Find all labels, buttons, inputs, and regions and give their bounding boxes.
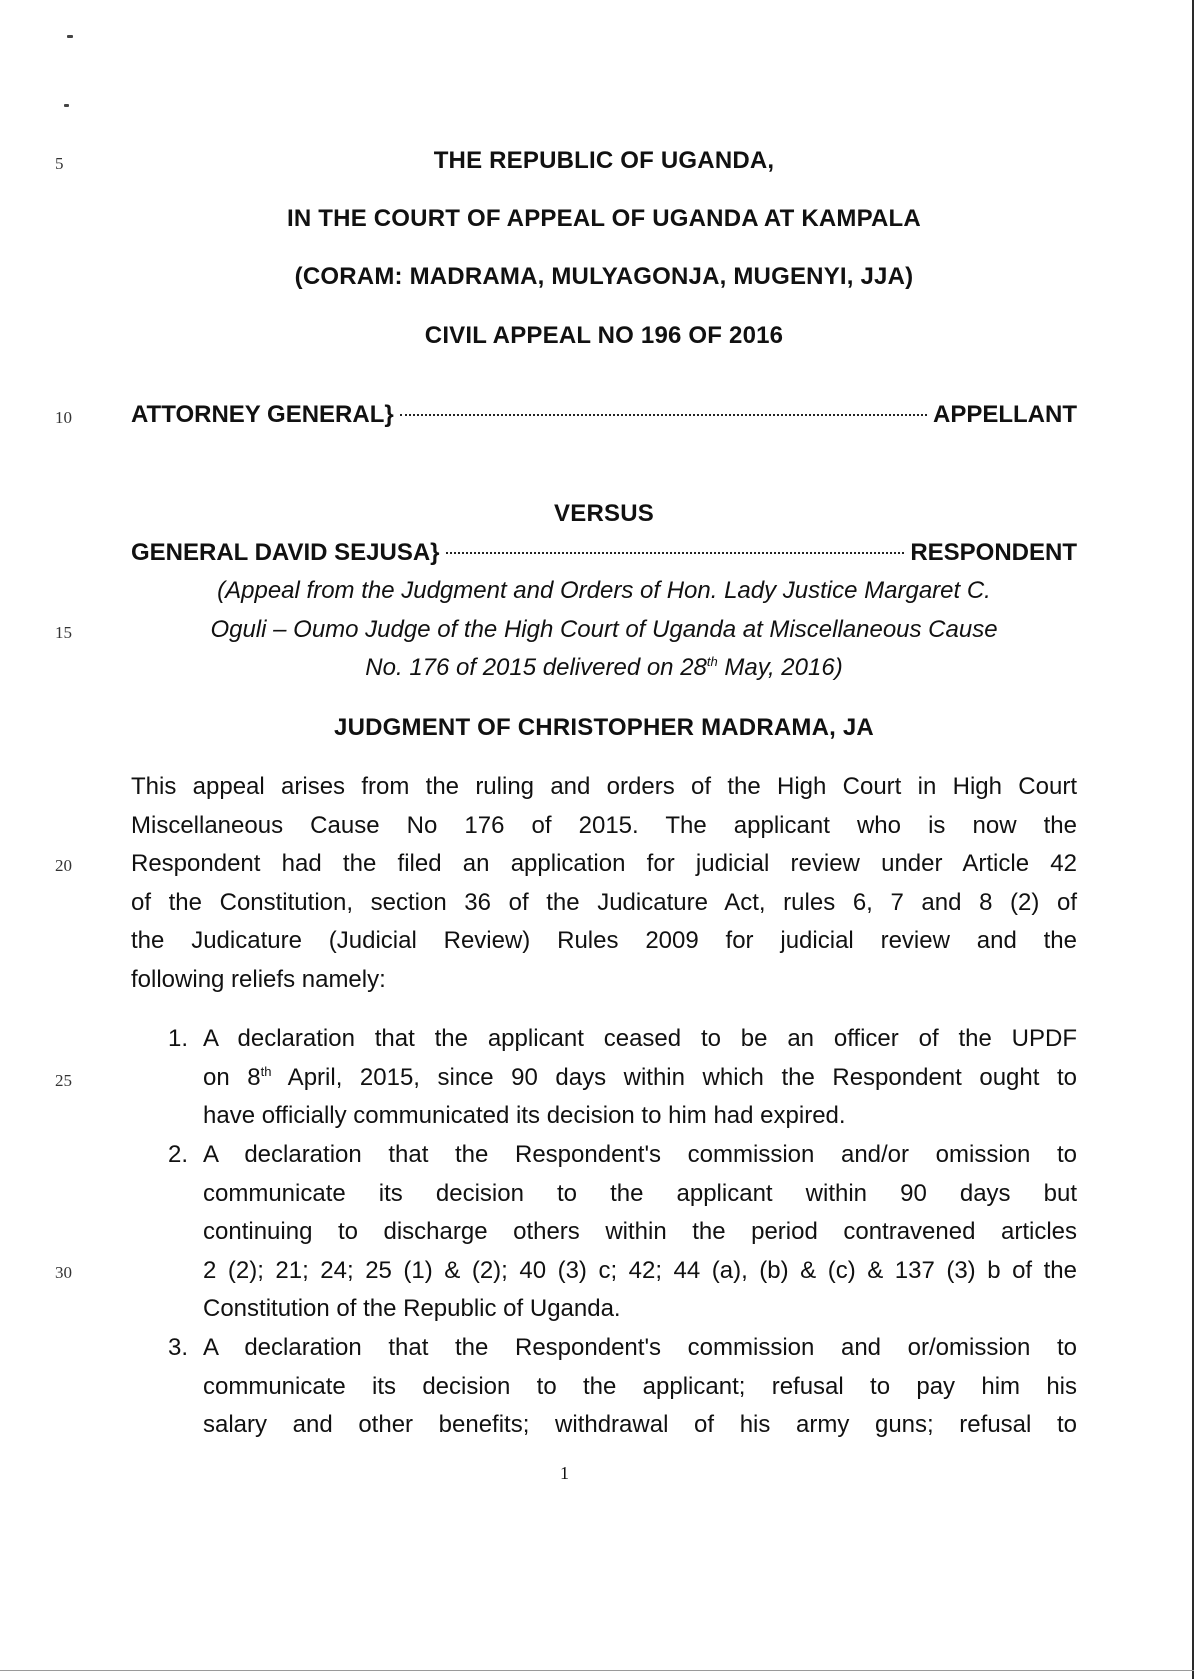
- appellant-line: [131, 401, 1077, 429]
- relief-line: Constitution of the Republic of Uganda.: [203, 1295, 621, 1322]
- line-number-30: 30: [55, 1263, 72, 1282]
- relief-line: salary and other benefits; withdrawal of his army guns; refusal to: [203, 1411, 1077, 1438]
- coram-heading: (CORAM: MADRAMA, MULYAGONJA, MUGENYI, JJA): [294, 263, 914, 290]
- scan-speck: [67, 35, 73, 38]
- scan-edge-bottom: [0, 1670, 1194, 1671]
- respondent-role: RESPONDENT: [910, 539, 1077, 566]
- appeal-note-line: No. 176 of 2015 delivered on 28th May, 2016): [365, 654, 843, 681]
- line-number-15: 15: [55, 623, 72, 642]
- appeal-note-line: (Appeal from the Judgment and Orders of Hon. Lady Justice Margaret C.: [217, 577, 991, 604]
- line-number-20: 20: [55, 856, 72, 875]
- relief-number: 3.: [168, 1334, 189, 1361]
- paragraph-line: Miscellaneous Cause No 176 of 2015. The applicant who is now the: [131, 811, 1077, 839]
- relief-line: on 8th April, 2015, since 90 days within which the Respondent ought to: [203, 1063, 1077, 1091]
- relief-line: 2 (2); 21; 24; 25 (1) & (2); 40 (3) c; 42; 44 (a), (b) & (c) & 137 (3) b of the: [203, 1256, 1077, 1284]
- paragraph-line: of the Constitution, section 36 of the Judicature Act, rules 6, 7 and 8 (2) of: [131, 888, 1077, 916]
- line-number-5: 5: [55, 154, 64, 173]
- paragraph-line: the Judicature (Judicial Review) Rules 2009 for judicial review and the: [131, 927, 1077, 954]
- relief-line: communicate its decision to the applicant within 90 days but: [203, 1179, 1077, 1207]
- relief-number: 1.: [168, 1025, 189, 1052]
- relief-line: A declaration that the Respondent's commission and or/omission to: [203, 1334, 1077, 1361]
- appeal-note: [131, 572, 1077, 688]
- appeal-note-line: Oguli – Oumo Judge of the High Court of Uganda at Miscellaneous Cause: [210, 615, 998, 643]
- scan-speck: [64, 104, 69, 107]
- line-number-25: 25: [55, 1071, 72, 1090]
- relief-line: communicate its decision to the applicant; refusal to pay him his: [203, 1372, 1077, 1400]
- court-name-heading: IN THE COURT OF APPEAL OF UGANDA AT KAMPALA: [287, 205, 921, 232]
- appellant-role: APPELLANT: [933, 401, 1077, 428]
- scan-edge-right: [1192, 0, 1194, 1679]
- intro-paragraph: [131, 768, 1077, 999]
- paragraph-line: Respondent had the filed an application for judicial review under Article 42: [131, 850, 1077, 877]
- page-number: 1: [560, 1463, 569, 1483]
- versus-heading: VERSUS: [554, 500, 654, 527]
- line-number-10: 10: [55, 408, 72, 427]
- court-republic-heading: THE REPUBLIC OF UGANDA,: [433, 147, 775, 174]
- relief-line: have officially communicated its decision to him had expired.: [203, 1102, 846, 1129]
- respondent-name: GENERAL DAVID SEJUSA}: [131, 539, 440, 566]
- case-number-heading: CIVIL APPEAL NO 196 OF 2016: [424, 322, 784, 349]
- relief-line: A declaration that the applicant ceased to be an officer of the UPDF: [203, 1025, 1077, 1052]
- relief-line: A declaration that the Respondent's commission and/or omission to: [203, 1141, 1077, 1168]
- dot-leader: [400, 414, 927, 416]
- respondent-line: [131, 539, 1077, 567]
- judgment-heading: JUDGMENT OF CHRISTOPHER MADRAMA, JA: [334, 714, 874, 741]
- paragraph-line: This appeal arises from the ruling and orders of the High Court in High Court: [131, 773, 1077, 800]
- relief-number: 2.: [168, 1141, 189, 1168]
- dot-leader: [446, 552, 905, 554]
- appellant-name: ATTORNEY GENERAL}: [131, 401, 394, 428]
- relief-line: continuing to discharge others within the period contravened articles: [203, 1218, 1077, 1245]
- paragraph-line: following reliefs namely:: [131, 965, 386, 993]
